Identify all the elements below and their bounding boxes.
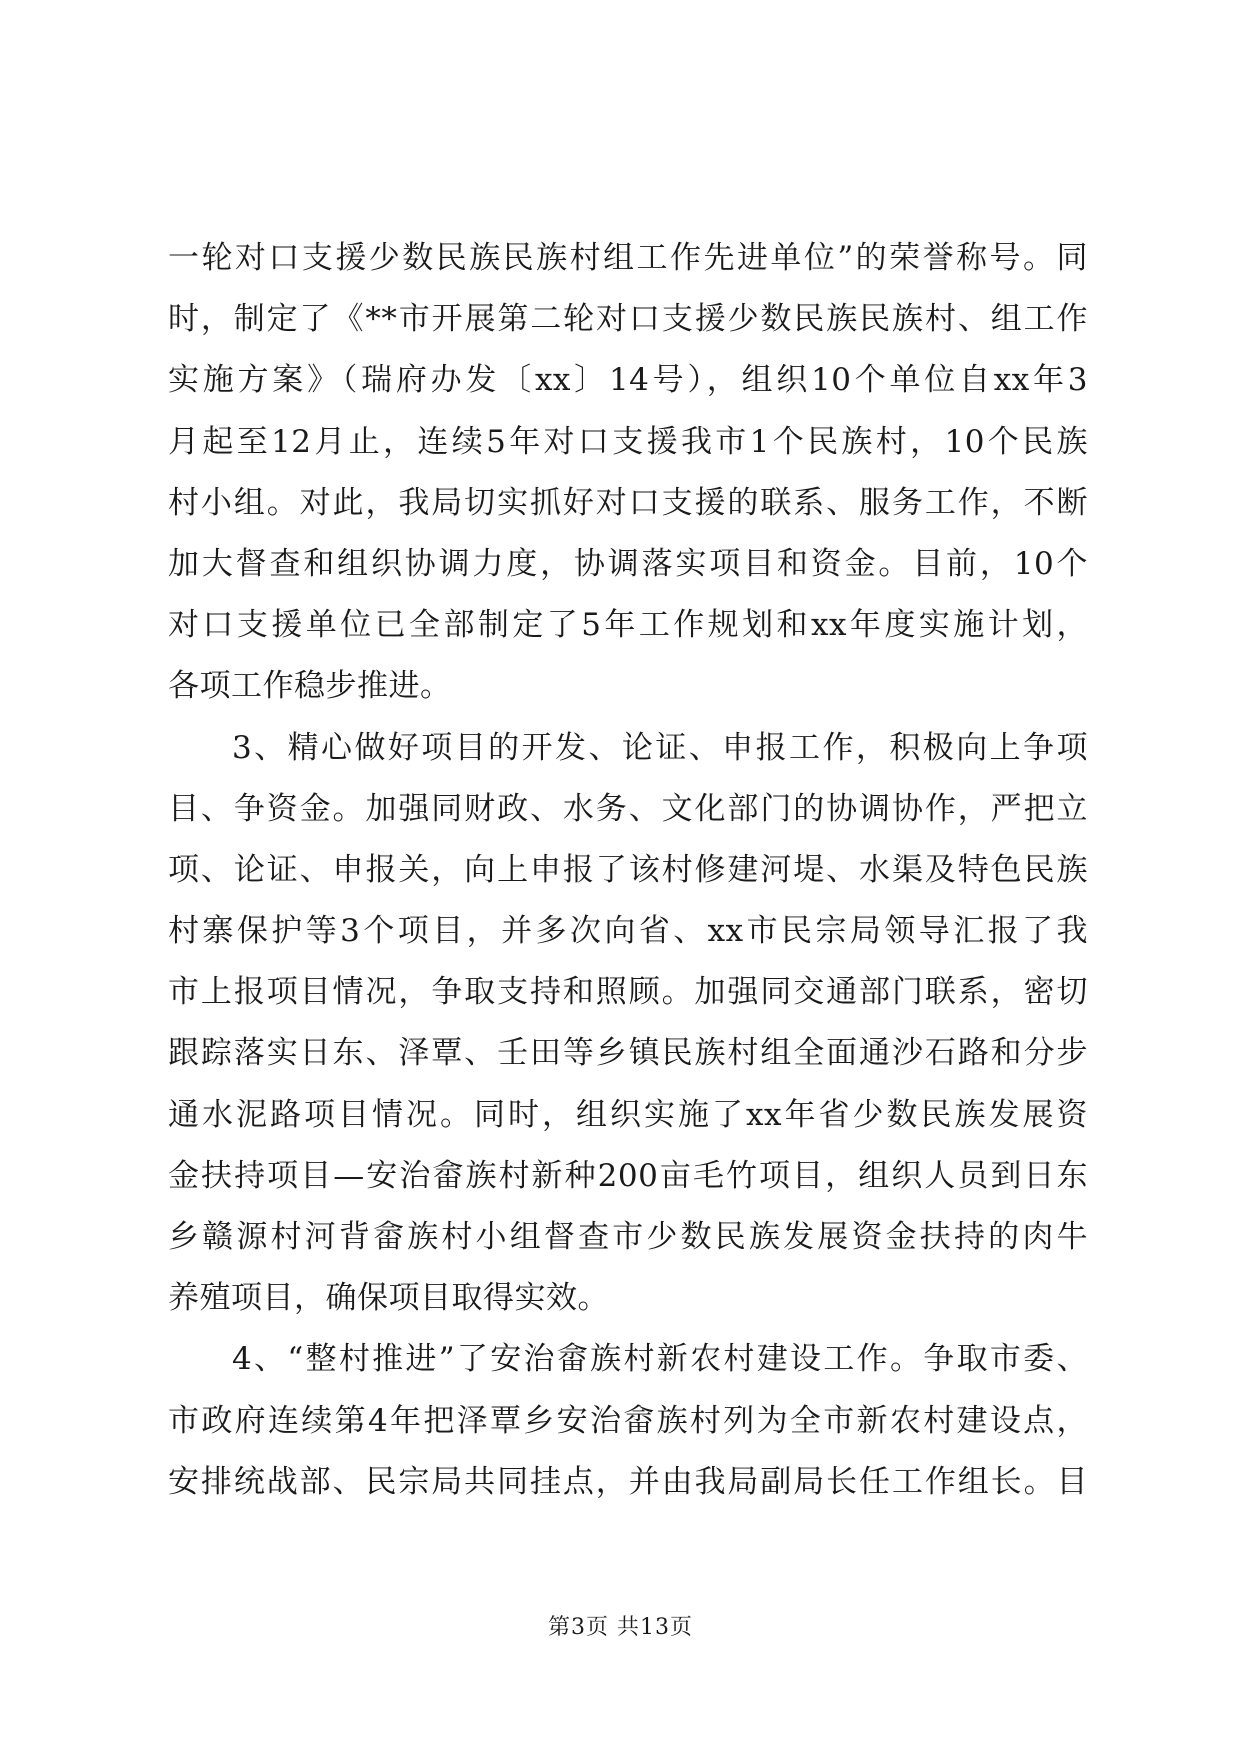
text-line: 乡赣源村河背畲族村小组督查市少数民族发展资金扶持的肉牛: [168, 1219, 1088, 1255]
text-line: 目、争资金。加强同财政、水务、文化部门的协调协作，严把立: [168, 790, 1088, 827]
body-text: [168, 228, 1088, 1513]
text-line: 时，制定了《**市开展第二轮对口支援少数民族民族村、组工作: [168, 301, 1088, 338]
text-line: 市政府连续第4年把泽覃乡安治畲族村列为全市新农村建设点，: [168, 1402, 1088, 1439]
text-line: 市上报项目情况，争取支持和照顾。加强同交通部门联系，密切: [168, 974, 1088, 1011]
text-line: 各项工作稳步推进。: [168, 668, 452, 705]
text-line: 养殖项目，确保项目取得实效。: [168, 1280, 609, 1317]
paragraph-3-start: 3、精心做好项目的开发、论证、申报工作，积极向上争项: [232, 729, 1088, 766]
page-number-footer: 第3页 共13页: [548, 1615, 693, 1640]
text-line: 跟踪落实日东、泽覃、壬田等乡镇民族村组全面通沙石路和分步: [168, 1035, 1088, 1072]
text-line: 通水泥路项目情况。同时，组织实施了xx年省少数民族发展资: [168, 1096, 1088, 1133]
text-line: 村寨保护等3个项目，并多次向省、xx市民宗局领导汇报了我: [168, 913, 1088, 950]
text-line: 金扶持项目—安治畲族村新种200亩毛竹项目，组织人员到日东: [168, 1157, 1088, 1194]
text-line: 项、论证、申报关，向上申报了该村修建河堤、水渠及特色民族: [168, 851, 1088, 888]
text-line: 安排统战部、民宗局共同挂点，并由我局副局长任工作组长。目: [168, 1463, 1088, 1500]
text-line: 村小组。对此，我局切实抓好对口支援的联系、服务工作，不断: [168, 484, 1088, 521]
text-line: 实施方案》（瑞府办发〔xx〕14号），组织10个单位自xx年3: [168, 362, 1088, 399]
text-line: 加大督查和组织协调力度，协调落实项目和资金。目前，10个: [168, 545, 1088, 582]
text-line: 月起至12月止，连续5年对口支援我市1个民族村，10个民族: [168, 423, 1088, 460]
text-line: 一轮对口支援少数民族民族村组工作先进单位”的荣誉称号。同: [168, 240, 1088, 276]
paragraph-4-start: 4、“整村推进”了安治畲族村新农村建设工作。争取市委、: [232, 1341, 1088, 1378]
text-line: 对口支援单位已全部制定了5年工作规划和xx年度实施计划，: [168, 607, 1088, 644]
